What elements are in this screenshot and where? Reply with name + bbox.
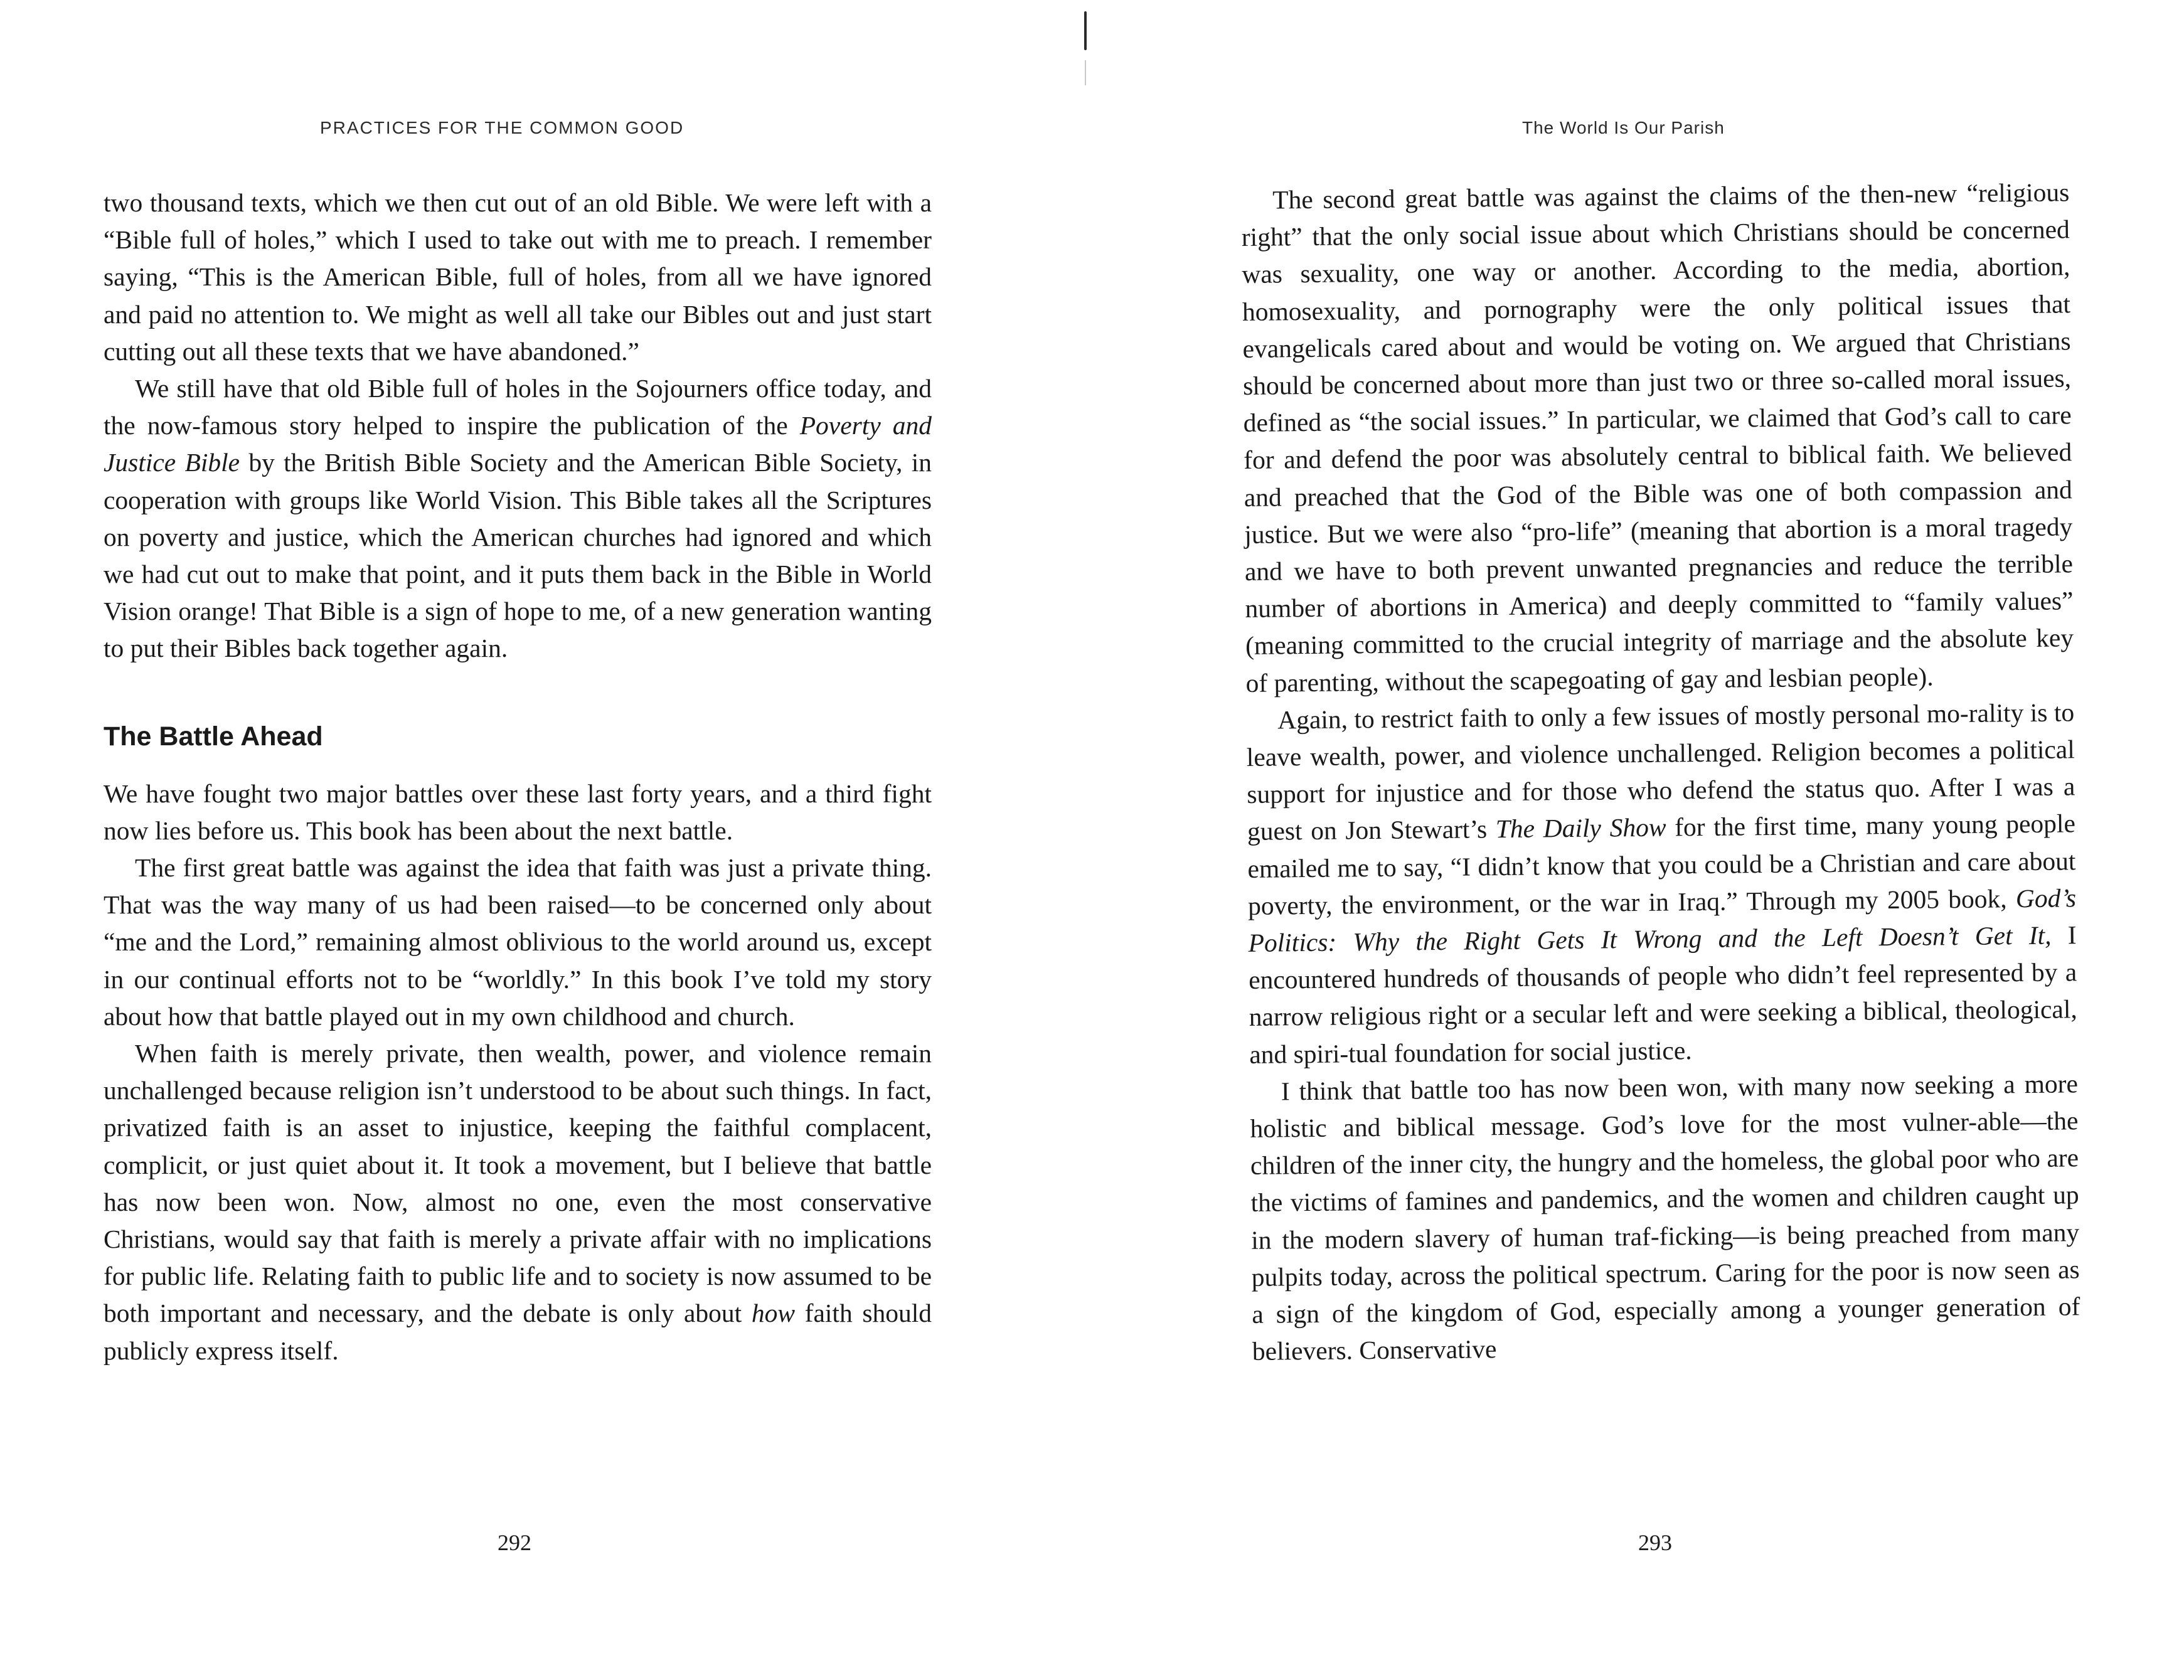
- show-title-italic: The Daily Show: [1495, 812, 1666, 844]
- left-text-block: [104, 184, 932, 1369]
- paragraph: The first great battle was against the idea that faith was just a private thing. That was the way many of us had been raised—to be concerned only about “me and the Lord,” remaining almost oblivious to the world around us, except in our continual efforts not to be “worldly.” In this book I’ve told my story about how that battle played out in my own childhood and church.: [104, 853, 932, 1031]
- page-number-right: 293: [1638, 1530, 1672, 1555]
- paragraph: Again, to restrict faith to only a few issues of mostly personal mo-rality is to leave wealth, power, and violence unchallenged. Religion becomes a political support for injustice and for those who defend the status quo. After I was a guest on Jon Stewart’s The Daily Show for the first time, many young people emailed me to say, “I didn’t know that you could be a Christian and care about poverty, the environment, or the war in Iraq.” Through my 2005 book, God’s Politics: Why the Right Gets It Wrong and the Left Doesn’t Get It, I encountered hundreds of thousands of people who didn’t feel represented by a narrow religious right or a secular left and were seeking a biblical, theological, and spiri-tual foundation for social justice.: [1246, 698, 2077, 1069]
- section-heading: The Battle Ahead: [104, 721, 323, 752]
- paragraph: two thousand texts, which we then cut out of an old Bible. We were left with a “Bible full of holes,” which I used to take out with me to preach. I remember saying, “This is the American Bible, full of holes, from all we have ignored and paid no attention to. We might as well all take our Bibles out and just start cutting out all these texts that we have abandoned.”: [104, 188, 932, 366]
- running-head-left: PRACTICES FOR THE COMMON GOOD: [320, 118, 684, 137]
- paragraph: I think that battle too has now been won, with many now seeking a more holistic and biblical message. God’s love for the most vulner-able—the children of the inner city, the hungry and the homeless, the global poor who are the victims of famines and pandemics, and the women and children caught up in the modern slavery of human traf-ficking—is being preached from many pulpits today, across the political spectrum. Caring for the poor is now seen as a sign of the kingdom of God, especially among a younger generation of believers. Conservative: [1250, 1069, 2080, 1366]
- book-title-italic: Poverty and Justice Bible: [104, 411, 932, 477]
- book-title-italic: God’s Politics: Why the Right Gets It Wrong and the Left Doesn’t Get It,: [1248, 883, 2077, 958]
- right-text-block: [1241, 174, 2080, 1370]
- emphasis-italic: how: [751, 1299, 796, 1328]
- paragraph: We have fought two major battles over these last forty years, and a third fight now lies before us. This book has been about the next battle.: [104, 779, 932, 845]
- paragraph: When faith is merely private, then wealth, power, and violence remain unchallenged because religion isn’t understood to be about such things. In fact, privatized faith is an asset to injustice, keeping the faithful complacent, complicit, or just quiet about it. It took a movement, but I believe that battle has now been won. Now, almost no one, even the most conservative Christians, would say that faith is merely a private affair with no implications for public life. Relating faith to public life and to society is now assumed to be both important and necessary, and the debate is only about how faith should publicly express itself.: [104, 1039, 932, 1365]
- running-head-right: The World Is Our Parish: [1522, 118, 1725, 137]
- page-number-left: 292: [498, 1530, 531, 1555]
- paragraph: We still have that old Bible full of holes in the Sojourners office today, and the now-famous story helped to inspire the publication of the Poverty and Justice Bible by the British Bible Society and the American Bible Society, in cooperation with groups like World Vision. This Bible takes all the Scriptures on poverty and justice, which the American churches had ignored and which we had cut out to make that point, and it puts them back in the Bible in World Vision orange! That Bible is a sign of hope to me, of a new generation wanting to put their Bibles back together again.: [104, 374, 932, 663]
- right-page: [1092, 0, 2184, 1680]
- paragraph: The second great battle was against the claims of the then-new “religious right” that the only social issue about which Christians should be concerned was sexuality, one way or another. According to the media, abortion, homosexuality, and pornography were the only political issues that evangelicals cared about and would be voting on. We argued that Christians should be concerned about more than just two or three so-called moral issues, defined as “the social issues.” In particular, we claimed that God’s call to care for and defend the poor was absolutely central to biblical faith. We believed and preached that the God of the Bible was one of both compassion and justice. But we were also “pro-life” (meaning that abortion is a moral tragedy and we have to both prevent unwanted pregnancies and reduce the terrible number of abortions in America) and deeply committed to “family values” (meaning committed to the crucial integrity of marriage and the absolute key of parenting, without the scapegoating of gay and lesbian people).: [1241, 178, 2074, 698]
